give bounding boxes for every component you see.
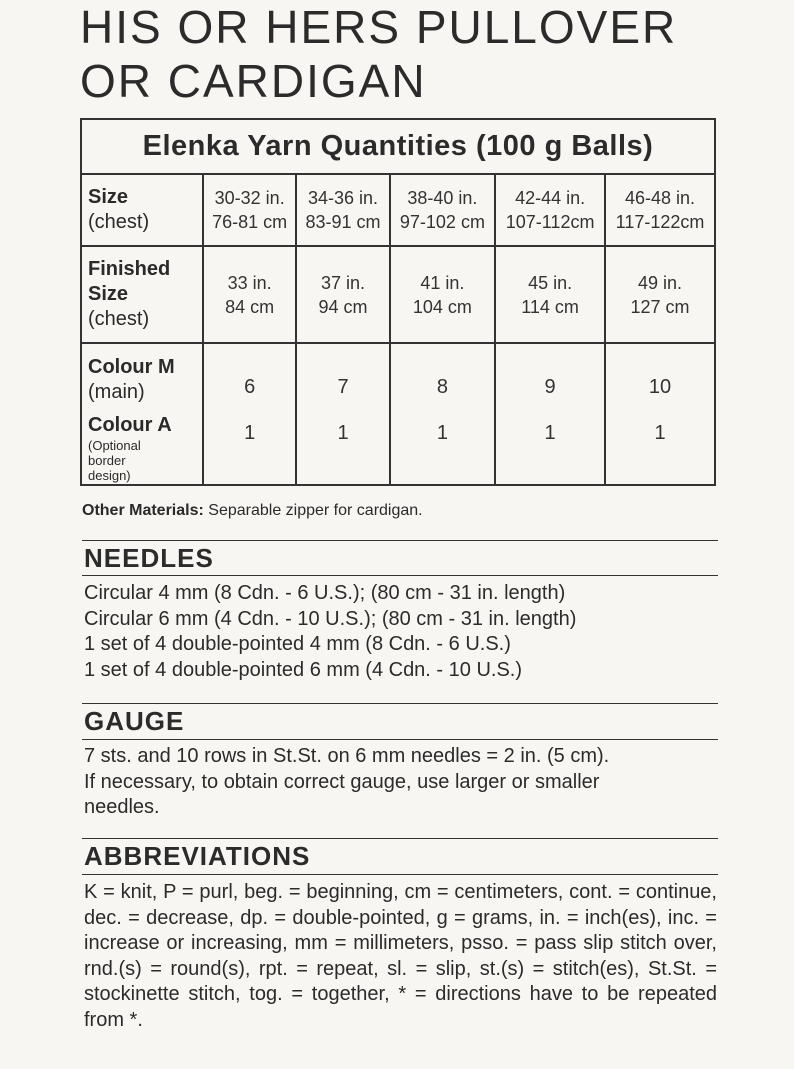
- colour-cell: 10 1: [605, 343, 715, 485]
- yarn-quantities-table: [80, 118, 716, 486]
- needles-heading: NEEDLES: [84, 543, 214, 573]
- size-cell: 30-32 in. 76-81 cm: [203, 174, 296, 246]
- size-label: Size: [88, 186, 129, 208]
- page-title: [80, 0, 677, 108]
- size-sublabel: (chest): [88, 211, 150, 233]
- finished-size-cell: 49 in. 127 cm: [605, 246, 715, 343]
- finished-size-cell: 33 in. 84 cm: [203, 246, 296, 343]
- table-row-colours: [81, 343, 715, 485]
- row-label-finished-size: Finished Size (chest): [81, 246, 203, 343]
- divider: [82, 703, 718, 704]
- colour-cell: 6 1: [203, 343, 296, 485]
- abbreviations-text: K = knit, P = purl, beg. = beginning, cm = centimeters, cont. = continue, dec. = decrease, dp. = double-pointed, g = grams, in. = inch(es), inc. = increase or increasing, mm = millimeters, psso. = pass slip stitch over, rnd.(s) = round(s), rpt. = repeat, sl. = slip, st.(s) = stitch(es), St.St. = stockinette stitch, tog. = together, * = directions have to be repeated from *.: [84, 881, 717, 1031]
- list-item: 1 set of 4 double-pointed 6 mm (4 Cdn. - 10 U.S.): [84, 658, 522, 681]
- gauge-heading: GAUGE: [84, 706, 185, 736]
- divider: [82, 838, 718, 839]
- list-item: 1 set of 4 double-pointed 4 mm (8 Cdn. - 6 U.S.): [84, 633, 511, 655]
- divider: [82, 739, 718, 740]
- other-materials-label: Other Materials:: [82, 502, 204, 519]
- colour-cell: 8 1: [390, 343, 495, 485]
- divider: [82, 575, 718, 576]
- row-label-size: [81, 174, 203, 246]
- gauge-text: 7 sts. and 10 rows in St.St. on 6 mm needles = 2 in. (5 cm). If necessary, to obtain correct gauge, use larger or smaller needles.: [84, 745, 610, 818]
- abbreviations-heading: ABBREVIATIONS: [84, 841, 311, 871]
- other-materials-text: Separable zipper for cardigan.: [208, 502, 423, 519]
- size-cell: 34-36 in. 83-91 cm: [296, 174, 389, 246]
- title-line-2: OR CARDIGAN: [80, 55, 427, 107]
- finished-size-cell: 37 in. 94 cm: [296, 246, 389, 343]
- title-line-1: HIS OR HERS PULLOVER: [80, 1, 678, 53]
- other-materials: [82, 502, 423, 520]
- divider: [82, 540, 718, 541]
- table-row-size: [81, 174, 715, 246]
- colour-cell: 7 1: [296, 343, 389, 485]
- size-cell: 38-40 in. 97-102 cm: [390, 174, 495, 246]
- divider: [82, 874, 718, 875]
- needles-list: [84, 581, 724, 683]
- list-item: Circular 4 mm (8 Cdn. - 6 U.S.); (80 cm - 31 in. length): [84, 582, 566, 604]
- table-row-finished-size: [81, 246, 715, 343]
- finished-size-cell: 45 in. 114 cm: [495, 246, 605, 343]
- yarn-table-heading: Elenka Yarn Quantities (100 g Balls): [81, 119, 715, 174]
- colour-cell: 9 1: [495, 343, 605, 485]
- size-cell: 46-48 in. 117-122cm: [605, 174, 715, 246]
- row-label-colours: Colour M (main) Colour A (Optional border design): [81, 343, 203, 485]
- size-cell: 42-44 in. 107-112cm: [495, 174, 605, 246]
- list-item: Circular 6 mm (4 Cdn. - 10 U.S.); (80 cm - 31 in. length): [84, 607, 577, 630]
- finished-size-cell: 41 in. 104 cm: [390, 246, 495, 343]
